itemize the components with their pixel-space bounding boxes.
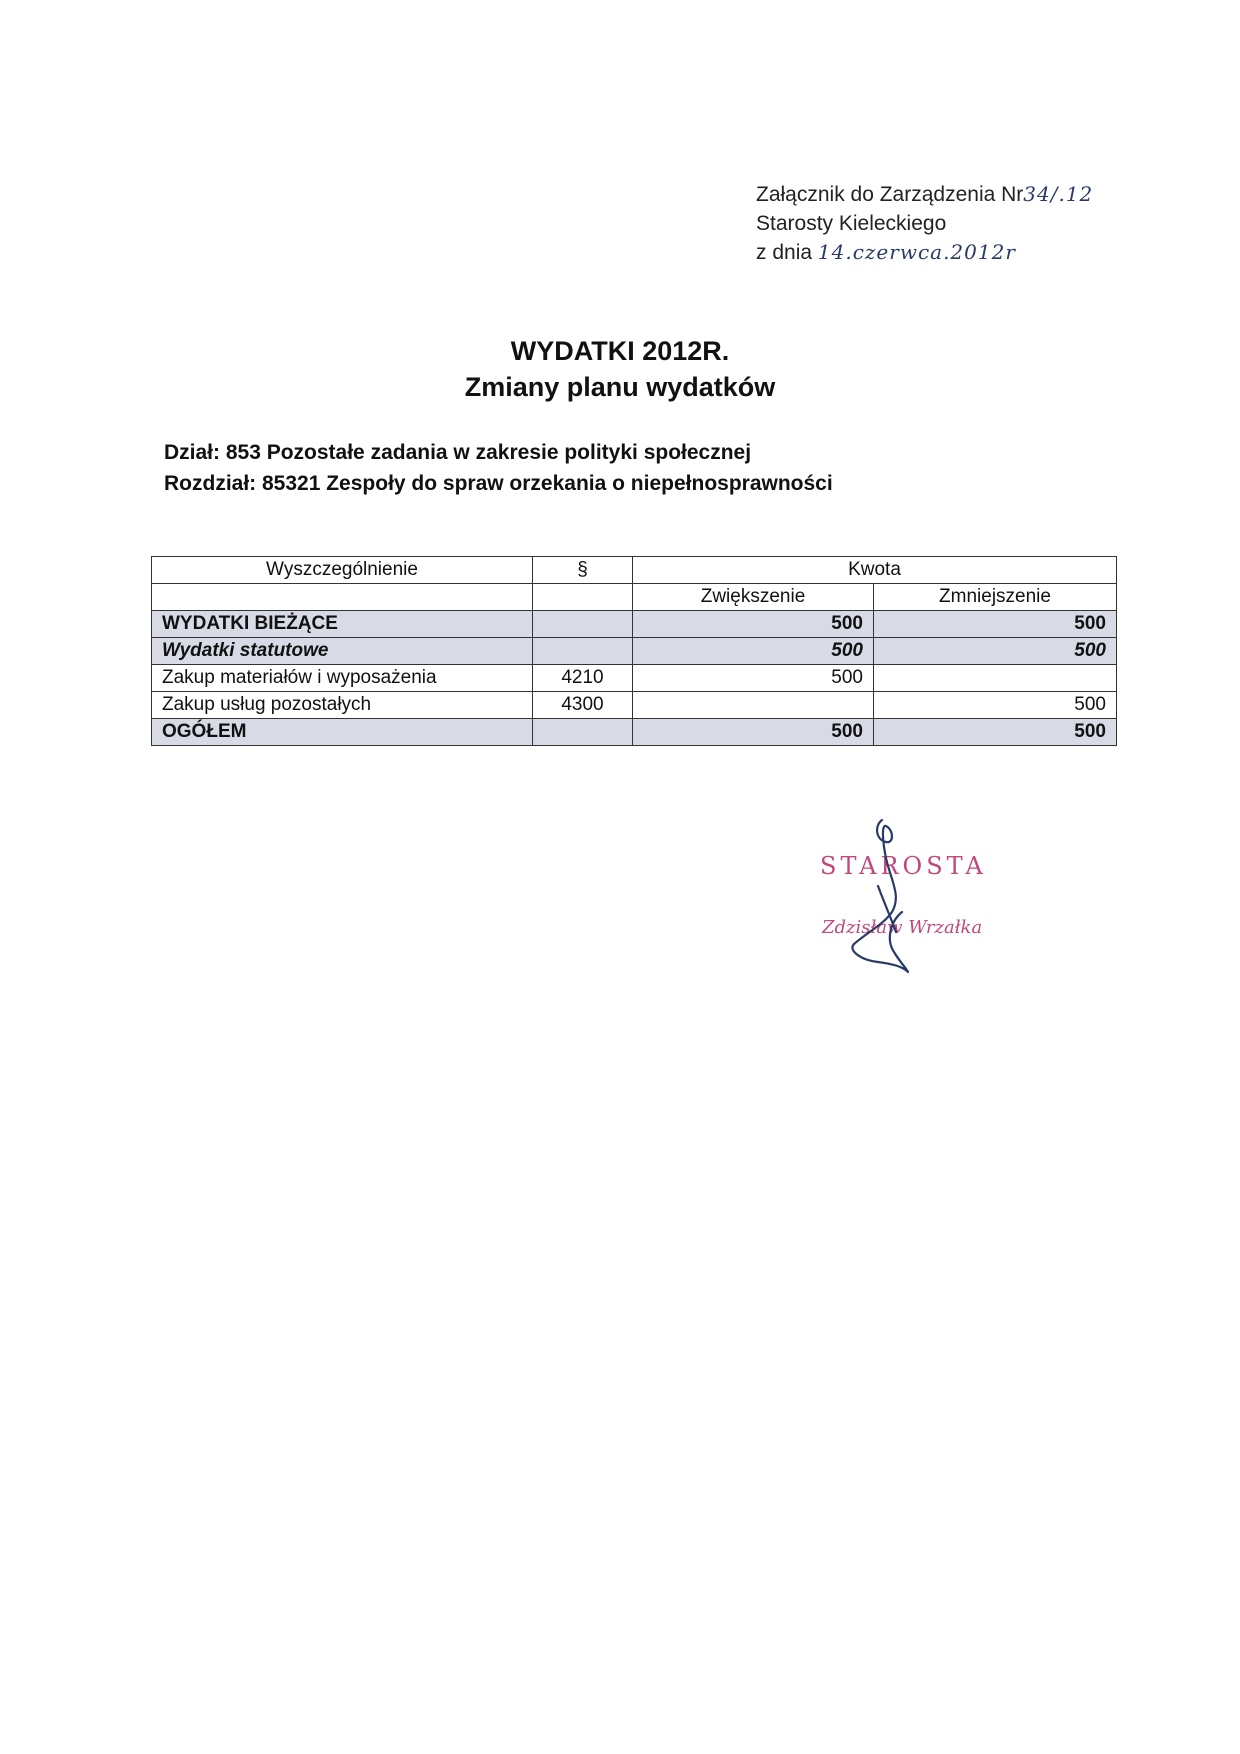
dzial-line: Dział: 853 Pozostałe zadania w zakresie polityki społecznej xyxy=(164,441,752,464)
row-zmniejszenie: 500 xyxy=(874,611,1117,638)
table-row xyxy=(152,692,1117,719)
table-row xyxy=(152,638,1117,665)
row-paragraf: 4300 xyxy=(533,692,633,719)
header-kwota: Kwota xyxy=(633,557,1117,584)
row-label: Wydatki statutowe xyxy=(152,638,533,665)
attachment-line-3 xyxy=(756,238,1093,267)
document-subtitle: Zmiany planu wydatków xyxy=(464,372,776,402)
row-zmniejszenie: 500 xyxy=(874,638,1117,665)
table-header-row-1 xyxy=(152,557,1117,584)
document-title: WYDATKI 2012R. xyxy=(510,336,730,366)
row-label: OGÓŁEM xyxy=(152,719,533,746)
table-row xyxy=(152,665,1117,692)
handwritten-signature xyxy=(790,812,1010,982)
row-paragraf: 4210 xyxy=(533,665,633,692)
header-zwiekszenie: Zwiększenie xyxy=(633,584,874,611)
row-zwiekszenie xyxy=(633,692,874,719)
header-blank xyxy=(152,584,533,611)
date-label: z dnia xyxy=(756,241,813,264)
row-zwiekszenie: 500 xyxy=(633,638,874,665)
row-paragraf xyxy=(533,638,633,665)
row-label: Zakup usług pozostałych xyxy=(152,692,533,719)
header-wyszczegolnienie: Wyszczególnienie xyxy=(152,557,533,584)
stamp-name: Zdzisław Wrzałka xyxy=(822,917,983,938)
starosta-stamp xyxy=(790,812,1010,982)
rozdzial-line: Rozdział: 85321 Zespoły do spraw orzekania o niepełnosprawności xyxy=(164,472,833,495)
row-zwiekszenie: 500 xyxy=(633,719,874,746)
row-zmniejszenie: 500 xyxy=(874,719,1117,746)
stamp-title: STAROSTA xyxy=(820,852,987,880)
row-zwiekszenie: 500 xyxy=(633,665,874,692)
row-label: WYDATKI BIEŻĄCE xyxy=(152,611,533,638)
expenditure-table xyxy=(151,556,1117,746)
handwritten-number: 34/.12 xyxy=(1023,182,1094,206)
table-header-row-2 xyxy=(152,584,1117,611)
row-label: Zakup materiałów i wyposażenia xyxy=(152,665,533,692)
row-zwiekszenie: 500 xyxy=(633,611,874,638)
table-row-total xyxy=(152,719,1117,746)
row-paragraf xyxy=(533,611,633,638)
attachment-line-2: Starosty Kieleckiego xyxy=(756,212,947,235)
attachment-note xyxy=(756,180,1093,267)
header-paragraf: § xyxy=(533,557,633,584)
header-blank xyxy=(533,584,633,611)
row-paragraf xyxy=(533,719,633,746)
attachment-label: Załącznik do Zarządzenia Nr xyxy=(756,183,1024,206)
row-zmniejszenie: 500 xyxy=(874,692,1117,719)
header-zmniejszenie: Zmniejszenie xyxy=(874,584,1117,611)
attachment-line-1 xyxy=(756,180,1093,209)
table-row xyxy=(152,611,1117,638)
row-zmniejszenie xyxy=(874,665,1117,692)
handwritten-date: 14.czerwca.2012r xyxy=(817,240,1016,264)
